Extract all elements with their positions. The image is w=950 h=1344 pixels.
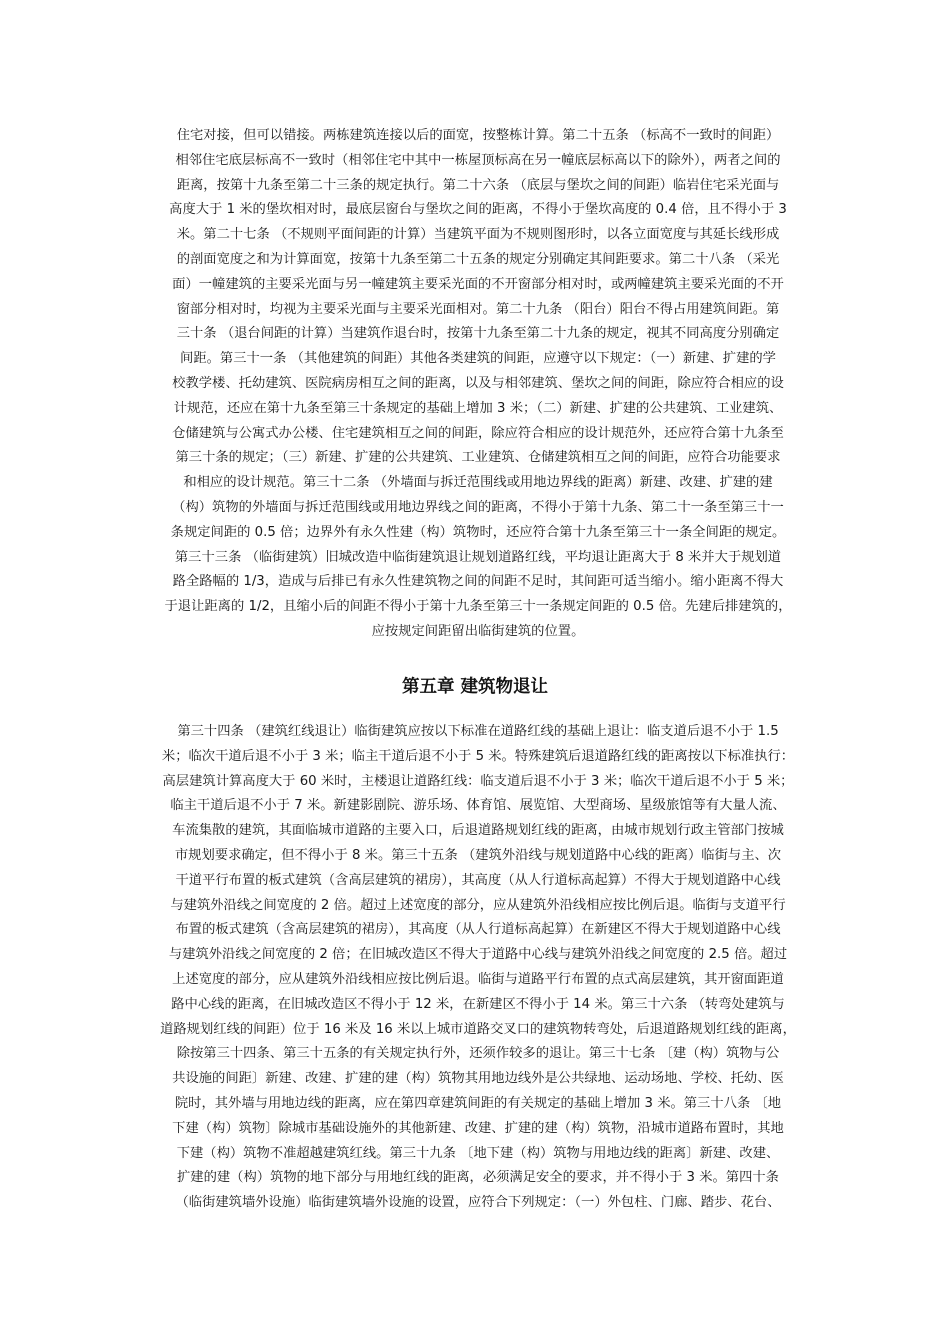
text-line: 米；临次干道后退不小于 3 米；临主干道后退不小于 5 米。特殊建筑后退道路红线的距离按以下标准执行： — [161, 748, 795, 764]
text-line: 条规定间距的 0.5 倍；边界外有永久性建（构）筑物时，还应符合第十九条至第三十一条全间距的规定。 — [170, 524, 786, 540]
body-paragraph-1 — [143, 124, 813, 645]
text-line: 计规范，还应在第十九条至第三十条规定的基础上增加 3 米；（二）新建、扩建的公共建筑、工业建筑、 — [173, 400, 783, 416]
text-line: 高度大于 1 米的堡坎相对时，最底层窗台与堡坎之间的距离，不得小于堡坎高度的 0.4 倍，且不得小于 3 — [169, 202, 787, 218]
text-line: （临街建筑墙外设施）临街建筑墙外设施的设置，应符合下列规定：（一）外包柱、门廊、踏步、花台、 — [175, 1195, 781, 1211]
text-line: 车流集散的建筑，其面临城市道路的主要入口，后退道路规划红线的距离，由城市规划行政主管部门按城 — [172, 823, 784, 839]
text-line: 与建筑外沿线之间宽度的 2 倍；在旧城改造区不得大于道路中心线与建筑外沿线之间宽度的 2.5 倍。超过 — [168, 947, 788, 963]
text-line: 相邻住宅底层标高不一致时（相邻住宅中其中一栋屋顶标高在另一幢底层标高以下的除外），两者之间的 — [175, 152, 781, 168]
text-line: （构）筑物的外墙面与拆迁范围线或用地边界线之间的距离，不得小于第十九条、第二十一条至第三十一 — [172, 499, 784, 515]
text-line: 干道平行布置的板式建筑（含高层建筑的裙房），其高度（从人行道标高起算）不得大于规划道路中心线 — [175, 872, 781, 888]
text-line: 临主干道后退不小于 7 米。新建影剧院、游乐场、体育馆、展览馆、大型商场、星级旅馆等有大量人流、 — [170, 798, 786, 814]
text-line: 道路规划红线的间距）位于 16 米及 16 米以上城市道路交叉口的建筑物转弯处，后退道路规划红线的距离， — [160, 1021, 796, 1037]
text-line: 距离，按第十九条至第二十三条的规定执行。第二十六条 （底层与堡坎之间的间距）临岩住宅采光面与 — [176, 177, 780, 193]
text-line: 院时，其外墙与用地边线的距离，应在第四章建筑间距的有关规定的基础上增加 3 米。第三十八条 〔地 — [174, 1095, 782, 1111]
text-line: 路全路幅的 1/3，造成与后排已有永久性建筑物之间的间距不足时，其间距可适当缩小。缩小距离不得大 — [172, 574, 784, 590]
text-line: 共设施的间距〕新建、改建、扩建的建（构）筑物其用地边线外是公共绿地、运动场地、学校、托幼、医 — [172, 1071, 784, 1087]
text-line: 布置的板式建筑（含高层建筑的裙房），其高度（从人行道标高起算）在新建区不得大于规划道路中心线 — [175, 922, 781, 938]
text-line: 的剖面宽度之和为计算面宽，按第十九条至第二十五条的规定分别确定其间距要求。第二十八条 （采光 — [176, 251, 780, 267]
text-line: 高层建筑计算高度大于 60 米时，主楼退让道路红线：临支道后退不小于 3 米；临次干道后退不小于 5 米； — [162, 773, 794, 789]
chapter-heading: 第五章 建筑物退让 — [401, 677, 549, 697]
text-line: 下建（构）筑物〕除城市基础设施外的其他新建、改建、扩建的建（构）筑物，沿城市道路布置时，其地 — [172, 1120, 784, 1136]
text-line: 住宅对接，但可以错接。两栋建筑连接以后的面宽，按整栋计算。第二十五条 （标高不一致时的间距） — [176, 128, 780, 143]
text-line: 下建（构）筑物不准超越建筑红线。第三十九条 〔地下建（构）筑物与用地边线的距离〕新建、改建、 — [176, 1145, 780, 1161]
text-line: 第三十三条 （临街建筑）旧城改造中临街建筑退让规划道路红线，平均退让距离大于 8 米并大于规划道 — [174, 549, 782, 565]
text-line: 米。第二十七条 （不规则平面间距的计算）当建筑平面为不规则图形时，以各立面宽度与其延长线形成 — [176, 227, 780, 243]
text-line: 校教学楼、托幼建筑、医院病房相互之间的距离，以及与相邻建筑、堡坎之间的间距，除应符合相应的设 — [172, 375, 784, 391]
text-line: 间距。第三十一条 （其他建筑的间距）其他各类建筑的间距，应遵守以下规定：（一）新建、扩建的学 — [180, 351, 776, 367]
text-line: 除按第三十四条、第三十五条的有关规定执行外，还须作较多的退让。第三十七条 〔建（构）筑物与公 — [176, 1046, 780, 1062]
text-line: 扩建的建（构）筑物的地下部分与用地红线的距离，必须满足安全的要求，并不得小于 3 米。第四十条 — [177, 1170, 779, 1186]
text-line: 应按规定间距留出临街建筑的位置。 — [371, 623, 585, 639]
text-line: 于退让距离的 1/2，且缩小后的间距不得小于第十九条至第三十一条规定间距的 0.5 倍。先建后排建筑的， — [164, 599, 792, 615]
body-paragraph-2 — [143, 720, 813, 1216]
text-line: 第三十条的规定；（三）新建、扩建的公共建筑、工业建筑、仓储建筑相互之间的间距，应符合功能要求 — [175, 450, 781, 466]
text-line: 上述宽度的部分，应从建筑外沿线相应按比例后退。临街与道路平行布置的点式高层建筑，其开窗面距道 — [172, 971, 784, 987]
text-line: 三十条 （退台间距的计算）当建筑作退台时，按第十九条至第二十九条的规定，视其不同高度分别确定 — [176, 326, 780, 342]
text-line: 仓储建筑与公寓式办公楼、住宅建筑相互之间的间距，除应符合相应的设计规范外，还应符合第十九条至 — [172, 425, 784, 441]
text-line: 窗部分相对时，均视为主要采光面与主要采光面相对。第二十九条 （阳台）阳台不得占用建筑间距。第 — [176, 301, 780, 317]
text-line: 市规划要求确定，但不得小于 8 米。第三十五条 （建筑外沿线与规划道路中心线的距离）临街与主、次 — [174, 847, 782, 863]
text-line: 第三十四条 （建筑红线退让）临街建筑应按以下标准在道路红线的基础上退让：临支道后退不小于 1.5 — [177, 724, 779, 739]
text-line: 面）一幢建筑的主要采光面与另一幢建筑主要采光面的不开窗部分相对时，或两幢建筑主要采光面的不开 — [172, 276, 784, 292]
text-line: 路中心线的距离，在旧城改造区不得小于 12 米，在新建区不得小于 14 米。第三十六条 （转弯处建筑与 — [171, 996, 785, 1012]
text-line: 与建筑外沿线之间宽度的 2 倍。超过上述宽度的部分，应从建筑外沿线相应按比例后退。临街与支道平行 — [170, 897, 786, 913]
text-line: 和相应的设计规范。第三十二条 （外墙面与拆迁范围线或用地边界线的距离）新建、改建、扩建的建 — [183, 475, 773, 491]
